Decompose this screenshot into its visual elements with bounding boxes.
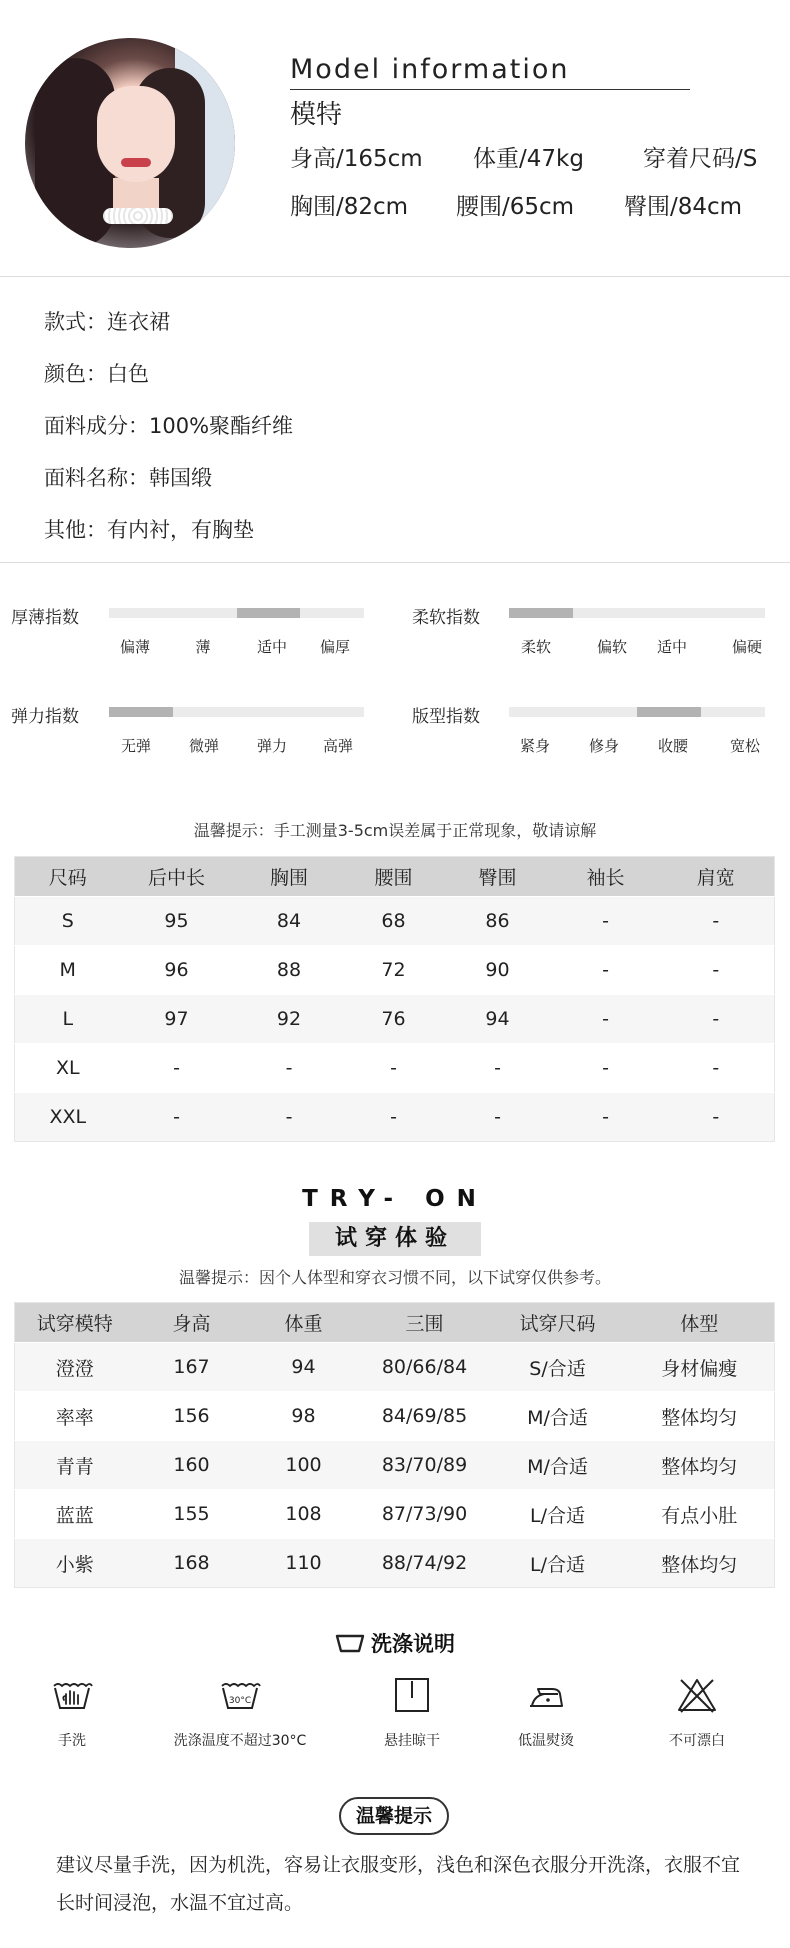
wash-label: 洗涤温度不超过30°C <box>173 1733 307 1749</box>
index-fit-bar <box>509 707 765 717</box>
wash-item-hang-dry <box>362 1676 462 1750</box>
table-cell: 155 <box>135 1490 249 1539</box>
wash-label: 低温熨烫 <box>518 1733 574 1749</box>
table-cell: M/合适 <box>491 1392 625 1441</box>
index-softness-bar <box>509 608 765 618</box>
table-cell: 青青 <box>15 1441 135 1490</box>
index-option: 高弹 <box>322 737 354 755</box>
table-row <box>15 995 775 1044</box>
index-option: 薄 <box>195 638 211 656</box>
model-info-title: Model information <box>290 54 570 85</box>
table-row <box>15 1392 775 1441</box>
table-cell: - <box>233 1044 346 1093</box>
warm-tip-badge: 温馨提示 <box>339 1797 449 1835</box>
size-table-header <box>15 857 775 897</box>
table-cell: 95 <box>121 897 233 946</box>
table-cell: 84 <box>233 897 346 946</box>
size-col-shoulder: 肩宽 <box>658 857 775 897</box>
table-cell: 蓝蓝 <box>15 1490 135 1539</box>
table-cell: - <box>554 995 658 1044</box>
index-option: 偏软 <box>596 638 628 656</box>
table-cell: 72 <box>346 946 442 995</box>
spec-composition: 面料成分：100%聚酯纤维 <box>44 414 294 438</box>
table-cell: - <box>121 1044 233 1093</box>
index-option: 适中 <box>256 638 288 656</box>
wash-item-no-bleach <box>647 1676 747 1750</box>
index-thickness-bar <box>109 608 364 618</box>
washing-title <box>0 1628 790 1658</box>
model-stats-row-2 <box>290 188 770 218</box>
wash-item-30c <box>160 1676 320 1750</box>
table-cell: 110 <box>249 1539 359 1588</box>
index-option: 偏硬 <box>731 638 763 656</box>
table-cell: 98 <box>249 1392 359 1441</box>
model-hip: 臀围/84cm <box>624 194 743 220</box>
size-col-sleeve: 袖长 <box>554 857 658 897</box>
divider <box>0 276 790 277</box>
table-cell: - <box>346 1093 442 1142</box>
model-info-divider <box>290 89 690 90</box>
no-bleach-icon <box>675 1676 719 1716</box>
table-cell: L <box>15 995 121 1044</box>
model-weight: 体重/47kg <box>473 146 584 172</box>
size-table <box>14 856 775 1142</box>
table-cell: 97 <box>121 995 233 1044</box>
wash-30-icon <box>218 1676 262 1716</box>
table-row <box>15 1093 775 1142</box>
table-cell: 94 <box>442 995 554 1044</box>
index-fit-marker <box>637 707 701 717</box>
wash-label: 悬挂晾干 <box>384 1733 440 1749</box>
table-cell: 83/70/89 <box>359 1441 491 1490</box>
index-softness-label: 柔软指数 <box>412 608 480 628</box>
size-col-size: 尺码 <box>15 857 121 897</box>
spec-style: 款式：连衣裙 <box>44 310 170 334</box>
table-cell: 156 <box>135 1392 249 1441</box>
table-cell: 168 <box>135 1539 249 1588</box>
spec-other: 其他：有内衬，有胸垫 <box>44 518 254 542</box>
index-option: 紧身 <box>519 737 551 755</box>
hang-dry-icon <box>390 1676 434 1716</box>
table-row <box>15 897 775 946</box>
table-cell: 整体均匀 <box>625 1539 775 1588</box>
tryon-col-size: 试穿尺码 <box>491 1303 625 1343</box>
table-cell: 80/66/84 <box>359 1343 491 1392</box>
index-option: 修身 <box>588 737 620 755</box>
model-photo <box>25 38 235 248</box>
tryon-col-body-type: 体型 <box>625 1303 775 1343</box>
table-row <box>15 946 775 995</box>
index-fit-label: 版型指数 <box>412 707 480 727</box>
index-option: 适中 <box>656 638 688 656</box>
size-col-hip: 臀围 <box>442 857 554 897</box>
table-cell: 167 <box>135 1343 249 1392</box>
table-cell: M/合适 <box>491 1441 625 1490</box>
tryon-title: TRY- ON <box>302 1186 488 1212</box>
table-cell: S/合适 <box>491 1343 625 1392</box>
table-cell: 68 <box>346 897 442 946</box>
table-cell: - <box>658 1044 775 1093</box>
table-cell: 108 <box>249 1490 359 1539</box>
size-table-tip: 温馨提示：手工测量3-5cm误差属于正常现象，敬请谅解 <box>193 821 597 840</box>
index-option: 宽松 <box>729 737 761 755</box>
table-cell: - <box>658 995 775 1044</box>
basin-icon <box>335 1632 365 1654</box>
tryon-col-weight: 体重 <box>249 1303 359 1343</box>
index-thickness-options <box>109 636 364 656</box>
table-cell: 76 <box>346 995 442 1044</box>
divider <box>0 562 790 563</box>
washing-title-text: 洗涤说明 <box>371 1632 455 1656</box>
table-cell: XL <box>15 1044 121 1093</box>
table-cell: XXL <box>15 1093 121 1142</box>
table-cell: 整体均匀 <box>625 1392 775 1441</box>
index-elasticity-marker <box>109 707 173 717</box>
table-row <box>15 1343 775 1392</box>
table-cell: 94 <box>249 1343 359 1392</box>
hand-wash-icon <box>50 1676 94 1716</box>
index-thickness-label: 厚薄指数 <box>11 608 79 628</box>
table-row <box>15 1539 775 1588</box>
table-cell: 率率 <box>15 1392 135 1441</box>
tryon-badge: 试穿体验 <box>309 1222 481 1256</box>
tryon-col-height: 身高 <box>135 1303 249 1343</box>
table-cell: - <box>658 1093 775 1142</box>
tryon-col-model: 试穿模特 <box>15 1303 135 1343</box>
table-cell: - <box>554 1044 658 1093</box>
table-cell: - <box>442 1093 554 1142</box>
wash-item-low-iron <box>496 1676 596 1750</box>
low-iron-icon <box>524 1676 568 1716</box>
index-fit-options <box>509 735 765 755</box>
tryon-tip: 温馨提示：因个人体型和穿衣习惯不同，以下试穿仅供参考。 <box>178 1268 611 1287</box>
table-cell: 整体均匀 <box>625 1441 775 1490</box>
model-bust: 胸围/82cm <box>290 194 409 220</box>
table-row <box>15 1490 775 1539</box>
table-cell: 90 <box>442 946 554 995</box>
size-col-length: 后中长 <box>121 857 233 897</box>
index-elasticity-options <box>109 735 364 755</box>
spec-fabric-name: 面料名称：韩国缎 <box>44 466 212 490</box>
index-option: 微弹 <box>188 737 220 755</box>
table-cell: 澄澄 <box>15 1343 135 1392</box>
model-height: 身高/165cm <box>290 146 423 172</box>
table-cell: L/合适 <box>491 1490 625 1539</box>
model-waist: 腰围/65cm <box>456 194 575 220</box>
table-cell: - <box>658 946 775 995</box>
wash-label: 手洗 <box>58 1733 86 1749</box>
table-cell: 小紫 <box>15 1539 135 1588</box>
table-row <box>15 1044 775 1093</box>
table-cell: 有点小肚 <box>625 1490 775 1539</box>
tryon-table <box>14 1302 775 1588</box>
table-cell: L/合适 <box>491 1539 625 1588</box>
index-elasticity-label: 弹力指数 <box>11 707 79 727</box>
tryon-col-measurements: 三围 <box>359 1303 491 1343</box>
index-option: 收腰 <box>657 737 689 755</box>
size-col-waist: 腰围 <box>346 857 442 897</box>
table-cell: 96 <box>121 946 233 995</box>
model-size: 穿着尺码/S <box>643 146 758 172</box>
table-cell: 100 <box>249 1441 359 1490</box>
table-cell: 身材偏瘦 <box>625 1343 775 1392</box>
index-option: 偏薄 <box>119 638 151 656</box>
table-cell: 84/69/85 <box>359 1392 491 1441</box>
table-cell: - <box>233 1093 346 1142</box>
model-stats-row-1 <box>290 140 770 170</box>
index-option: 柔软 <box>520 638 552 656</box>
index-softness-marker <box>509 608 573 618</box>
table-cell: 88/74/92 <box>359 1539 491 1588</box>
wash-item-hand-wash <box>22 1676 122 1750</box>
index-softness-options <box>509 636 765 656</box>
size-col-bust: 胸围 <box>233 857 346 897</box>
table-cell: - <box>554 897 658 946</box>
table-row <box>15 1441 775 1490</box>
index-thickness-marker <box>237 608 300 618</box>
table-cell: - <box>554 1093 658 1142</box>
table-cell: 88 <box>233 946 346 995</box>
index-elasticity-bar <box>109 707 364 717</box>
table-cell: - <box>554 946 658 995</box>
table-cell: S <box>15 897 121 946</box>
table-cell: - <box>346 1044 442 1093</box>
table-cell: - <box>442 1044 554 1093</box>
table-cell: - <box>121 1093 233 1142</box>
index-option: 偏厚 <box>319 638 351 656</box>
table-cell: 86 <box>442 897 554 946</box>
table-cell: M <box>15 946 121 995</box>
model-info-subtitle: 模特 <box>290 100 343 130</box>
table-cell: 92 <box>233 995 346 1044</box>
wash-label: 不可漂白 <box>669 1733 725 1749</box>
index-option: 弹力 <box>256 737 288 755</box>
table-cell: 87/73/90 <box>359 1490 491 1539</box>
wash-30-icon-text: 30°C <box>228 1696 252 1706</box>
warm-tip-text: 建议尽量手洗，因为机洗，容易让衣服变形，浅色和深色衣服分开洗涤，衣服不宜长时间浸泡，水温不宜过高。 <box>56 1854 741 1914</box>
spec-color: 颜色：白色 <box>44 362 149 386</box>
tryon-table-header <box>15 1303 775 1343</box>
table-cell: 160 <box>135 1441 249 1490</box>
table-cell: - <box>658 897 775 946</box>
index-option: 无弹 <box>120 737 152 755</box>
